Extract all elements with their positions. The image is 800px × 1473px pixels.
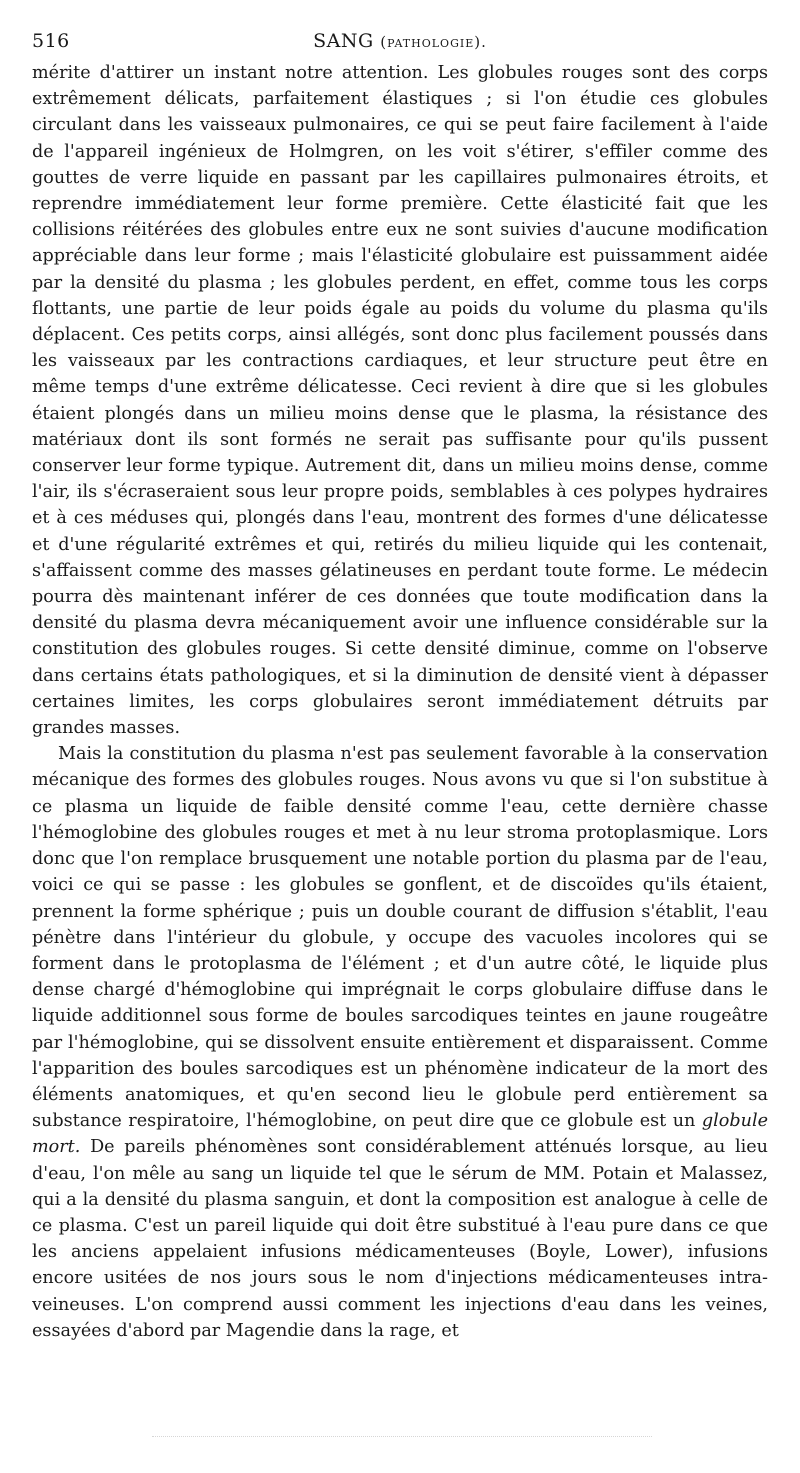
document-page xyxy=(32,30,768,1450)
body-text xyxy=(32,60,768,1344)
paragraph-2 xyxy=(32,741,768,1344)
running-head-subtitle: (pathologie). xyxy=(380,33,487,51)
paragraph-2-text-after: De pareils phénomènes sont considérablement atténués lorsque, au lieu d'eau, l'on mêle au sang un liquide tel que le sérum de MM. Potain et Malassez, qui a la densité du plasma sanguin, et dont la composition est analogue à celle de ce plasma. C'est un pareil liquide qui doit être substitué à l'eau pure dans ce que les anciens appelaient infusions médicamenteuses (Boyle, Lower), infusions encore usitées de nos jours sous le nom d'injections médicamenteuses intra-veineuses. L'on comprend aussi comment les injections d'eau dans les veines, essayées d'abord par Magendie dans la rage, et xyxy=(32,1137,768,1341)
bottom-margin-marks xyxy=(152,1430,652,1437)
paragraph-1-text: mérite d'attirer un instant notre attention. Les globules rouges sont des corps extrêmement délicats, parfaitement élastiques ; si l'on étudie ces globules circulant dans les vaisseaux pulmonaires, ce qui se peut faire facilement à l'aide de l'appareil ingénieux de Holmgren, on les voit s'étirer, s'effiler comme des gouttes de verre liquide en passant par les capillaires pulmonaires étroits, et reprendre immédiatement leur forme première. Cette élasticité fait que les collisions réitérées des globules entre eux ne sont suivies d'aucune modification appréciable dans leur forme ; mais l'élasticité globulaire est puissamment aidée par la densité du plasma ; les globules perdent, en effet, comme tous les corps flottants, une partie de leur poids égale au poids du volume du plasma qu'ils déplacent. Ces petits corps, ainsi allégés, sont donc plus facilement poussés dans les vaisseaux par les contractions cardiaques, et leur structure peut être en même temps d'une extrême délicatesse. Ceci revient à dire que si les globules étaient plongés dans un milieu moins dense que le plasma, la résistance des matériaux dont ils sont formés ne serait pas suffisante pour qu'ils pussent conserver leur forme typique. Autrement dit, dans un milieu moins dense, comme l'air, ils s'écraseraient sous leur propre poids, semblables à ces polypes hydraires et à ces méduses qui, plongés dans l'eau, montrent des formes d'une délicatesse et d'une régularité extrêmes et qui, retirés du milieu liquide qui les contenait, s'affaissent comme des masses gélatineuses en perdant toute forme. Le médecin pourra dès maintenant inférer de ces données que toute modification dans la densité du plasma devra mécaniquement avoir une influence considérable sur la constitution des globules rouges. Si cette densité diminue, comme on l'observe dans certains états pathologiques, et si la diminution de densité vient à dépasser certaines limites, les corps globulaires seront immédiatement détruits par grandes masses. xyxy=(32,63,768,739)
running-head-title: SANG xyxy=(313,30,374,52)
page-number: 516 xyxy=(32,30,70,52)
italic-term-globule-mort: globule mort. xyxy=(32,1111,768,1158)
paragraph-1 xyxy=(32,60,768,741)
paragraph-2-text-before: Mais la constitution du plasma n'est pas seulement favorable à la conservation mécanique des formes des globules rouges. Nous avons vu que si l'on substitue à ce plasma un liquide de faible densité comme l'eau, cette dernière chasse l'hémoglobine des globules rouges et met à nu leur stroma protoplasmique. Lors donc que l'on remplace brusquement une notable portion du plasma par de l'eau, voici ce qui se passe : les globules se gonflent, et de discoïdes qu'ils étaient, prennent la forme sphérique ; puis un double courant de diffusion s'établit, l'eau pénètre dans l'intérieur du globule, y occupe des vacuoles incolores qui se forment dans le protoplasma de l'élément ; et d'un autre côté, le liquide plus dense chargé d'hémoglobine qui imprégnait le corps globulaire diffuse dans le liquide additionnel sous forme de boules sarcodiques teintes en jaune rougeâtre par l'hémoglobine, qui se dissolvent ensuite entièrement et disparaissent. Comme l'apparition des boules sarcodiques est un phénomène indicateur de la mort des éléments anatomiques, et qu'en second lieu le globule perd entièrement sa substance respiratoire, l'hémoglobine, on peut dire que ce globule est un xyxy=(32,744,768,1132)
running-head xyxy=(32,30,768,52)
page-header xyxy=(32,30,768,60)
